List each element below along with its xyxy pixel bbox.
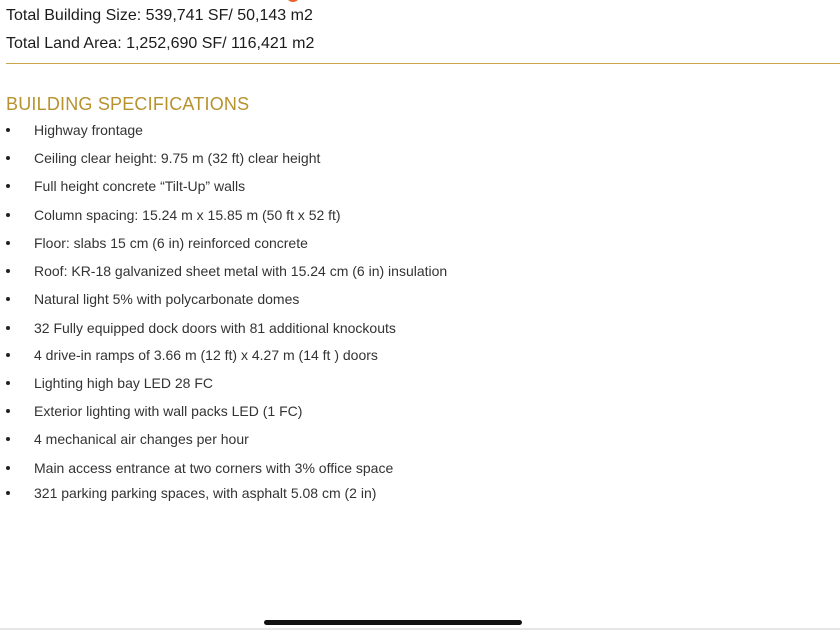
spec-text: Ceiling clear height: 9.75 m (32 ft) clear height [34,150,321,166]
bullet-icon [6,184,10,188]
spec-text: 321 parking parking spaces, with asphalt 5.08 cm (2 in) [34,485,377,501]
bullet-icon [6,491,10,495]
bullet-icon [6,156,10,160]
section-title: BUILDING SPECIFICATIONS [6,94,250,114]
bullet-icon [6,353,10,357]
total-land-area: Total Land Area: 1,252,690 SF/ 116,421 m2 [6,35,315,52]
home-indicator[interactable] [264,620,522,625]
bullet-icon [6,437,10,441]
spec-text: Main access entrance at two corners with 3% office space [34,460,394,476]
bullet-icon [6,128,10,132]
bullet-icon [6,297,10,301]
orange-marker-icon [286,0,300,2]
section-divider [6,63,840,64]
spec-text: Floor: slabs 15 cm (6 in) reinforced concrete [34,235,308,251]
bullet-icon [6,409,10,413]
spec-text: 4 drive-in ramps of 3.66 m (12 ft) x 4.27 m (14 ft ) doors [34,347,378,363]
spec-text: Highway frontage [34,122,143,138]
bullet-icon [6,326,10,330]
spec-text: 32 Fully equipped dock doors with 81 additional knockouts [34,320,396,336]
spec-text: Natural light 5% with polycarbonate domes [34,291,300,307]
bullet-icon [6,381,10,385]
bullet-icon [6,241,10,245]
spec-text: Full height concrete “Tilt-Up” walls [34,178,246,194]
bullet-icon [6,269,10,273]
spec-text: Exterior lighting with wall packs LED (1 FC) [34,403,303,419]
bullet-icon [6,213,10,217]
bullet-icon [6,466,10,470]
spec-text: Lighting high bay LED 28 FC [34,375,213,391]
spec-text: Roof: KR-18 galvanized sheet metal with 15.24 cm (6 in) insulation [34,263,448,279]
spec-text: 4 mechanical air changes per hour [34,431,249,447]
total-building-size: Total Building Size: 539,741 SF/ 50,143 m2 [6,7,313,24]
spec-text: Column spacing: 15.24 m x 15.85 m (50 ft x 52 ft) [34,207,341,223]
